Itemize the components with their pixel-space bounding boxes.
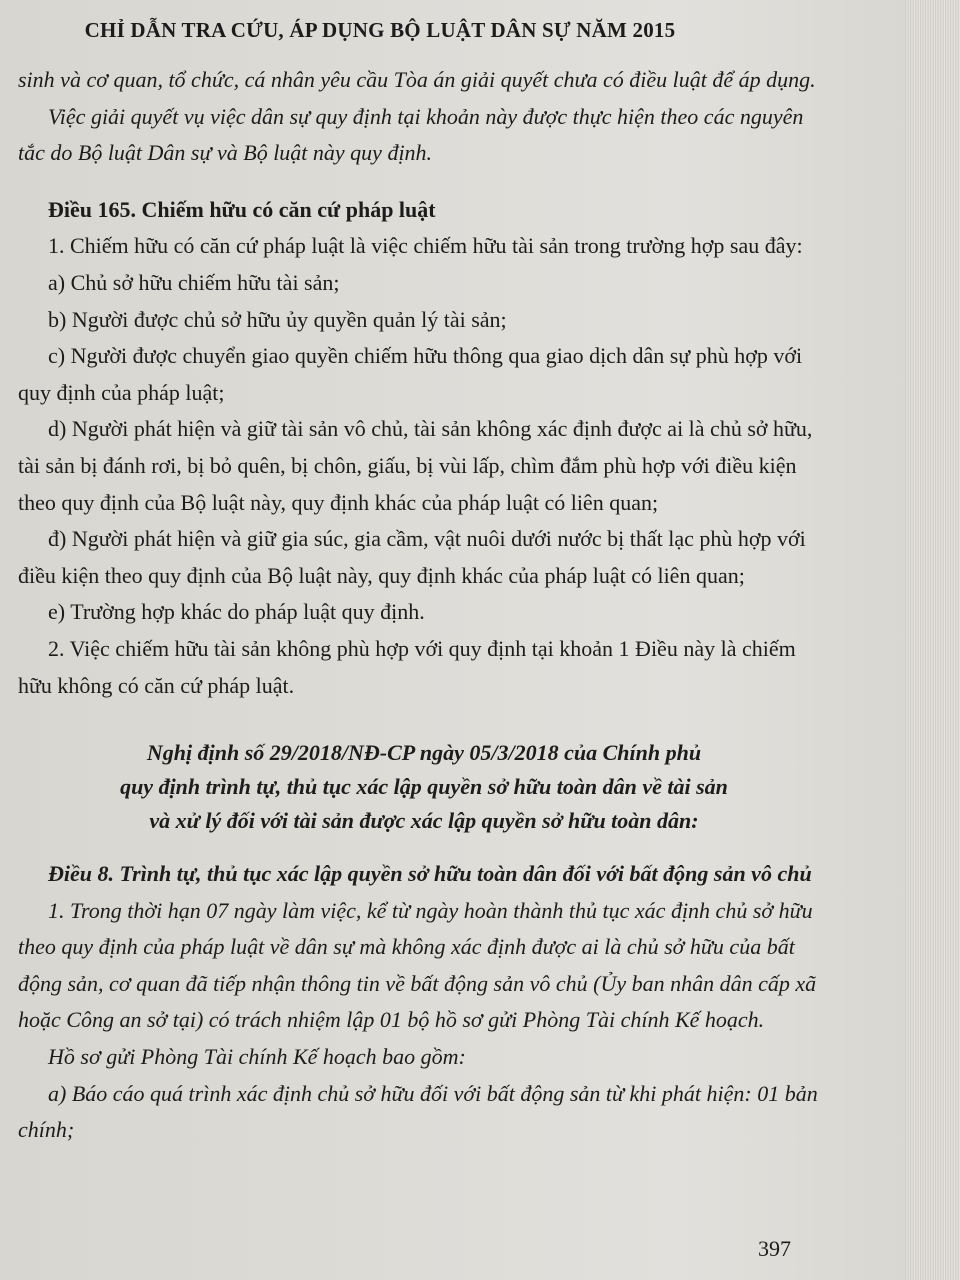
- intro-paragraph-1: sinh và cơ quan, tổ chức, cá nhân yêu cầu Tòa án giải quyết chưa có điều luật để áp dụng.: [18, 67, 816, 92]
- article-165-title: Điều 165. Chiếm hữu có căn cứ pháp luật: [48, 196, 436, 222]
- article-8-paragraph-2: Hồ sơ gửi Phòng Tài chính Kế hoạch bao gồm:: [48, 1044, 466, 1070]
- page-stack-edge: [905, 0, 960, 1280]
- page-number: 397: [758, 1236, 791, 1261]
- article-8-clause-1: 1. Trong thời hạn 07 ngày làm việc, kể từ ngày hoàn thành thủ tục xác định chủ sở hữu theo quy định của pháp luật về dân sự mà không xác định được ai là chủ sở hữu của bất động sản, cơ quan đã tiếp nhận thông tin về bất động sản vô chủ (Ủy ban nhân dân cấp xã hoặc Công an sở tại) có trách nhiệm lập 01 bộ hồ sơ gửi Phòng Tài chính Kế hoạch.: [18, 897, 817, 1033]
- running-header: CHỈ DẪN TRA CỨU, ÁP DỤNG BỘ LUẬT DÂN SỰ NĂM 2015: [84, 18, 676, 42]
- article-165-item-d: d) Người phát hiện và giữ tài sản vô chủ, tài sản không xác định được ai là chủ sở hữu, tài sản bị đánh rơi, bị bỏ quên, bị chôn, giấu, bị vùi lấp, chìm đắm phù hợp với điều kiện theo quy định của Bộ luật này, quy định khác của pháp luật có liên quan;: [18, 416, 813, 515]
- article-165-item-a: a) Chủ sở hữu chiếm hữu tài sản;: [48, 269, 340, 295]
- decree-line-1: Nghị định số 29/2018/NĐ-CP ngày 05/3/2018 của Chính phủ: [146, 740, 702, 766]
- article-8-item-a: a) Báo cáo quá trình xác định chủ sở hữu đối với bất động sản từ khi phát hiện: 01 bản chính;: [18, 1080, 818, 1143]
- decree-line-2: quy định trình tự, thủ tục xác lập quyền sở hữu toàn dân về tài sản: [120, 774, 728, 800]
- article-165-item-dd: đ) Người phát hiện và giữ gia súc, gia cầm, vật nuôi dưới nước bị thất lạc phù hợp với điều kiện theo quy định của Bộ luật này, quy định khác của pháp luật có liên quan;: [18, 526, 806, 588]
- decree-heading: [18, 736, 830, 838]
- article-8-title: Điều 8. Trình tự, thủ tục xác lập quyền sở hữu toàn dân đối với bất động sản vô chủ: [48, 861, 812, 887]
- article-165-item-e: e) Trường hợp khác do pháp luật quy định.: [48, 599, 425, 625]
- page-content: [18, 62, 830, 1149]
- article-165-item-c: c) Người được chuyển giao quyền chiếm hữu thông qua giao dịch dân sự phù hợp với quy định của pháp luật;: [18, 343, 803, 405]
- article-165-item-b: b) Người được chủ sở hữu ủy quyền quản lý tài sản;: [48, 306, 507, 332]
- intro-paragraph-2: Việc giải quyết vụ việc dân sự quy định tại khoản này được thực hiện theo các nguyên tắc do Bộ luật Dân sự và Bộ luật này quy định.: [18, 103, 804, 166]
- decree-line-3: và xử lý đối với tài sản được xác lập quyền sở hữu toàn dân:: [149, 808, 699, 834]
- article-165-clause-2: 2. Việc chiếm hữu tài sản không phù hợp với quy định tại khoản 1 Điều này là chiếm hữu không có căn cứ pháp luật.: [18, 635, 796, 698]
- article-165-clause-1: 1. Chiếm hữu có căn cứ pháp luật là việc chiếm hữu tài sản trong trường hợp sau đây:: [48, 233, 803, 259]
